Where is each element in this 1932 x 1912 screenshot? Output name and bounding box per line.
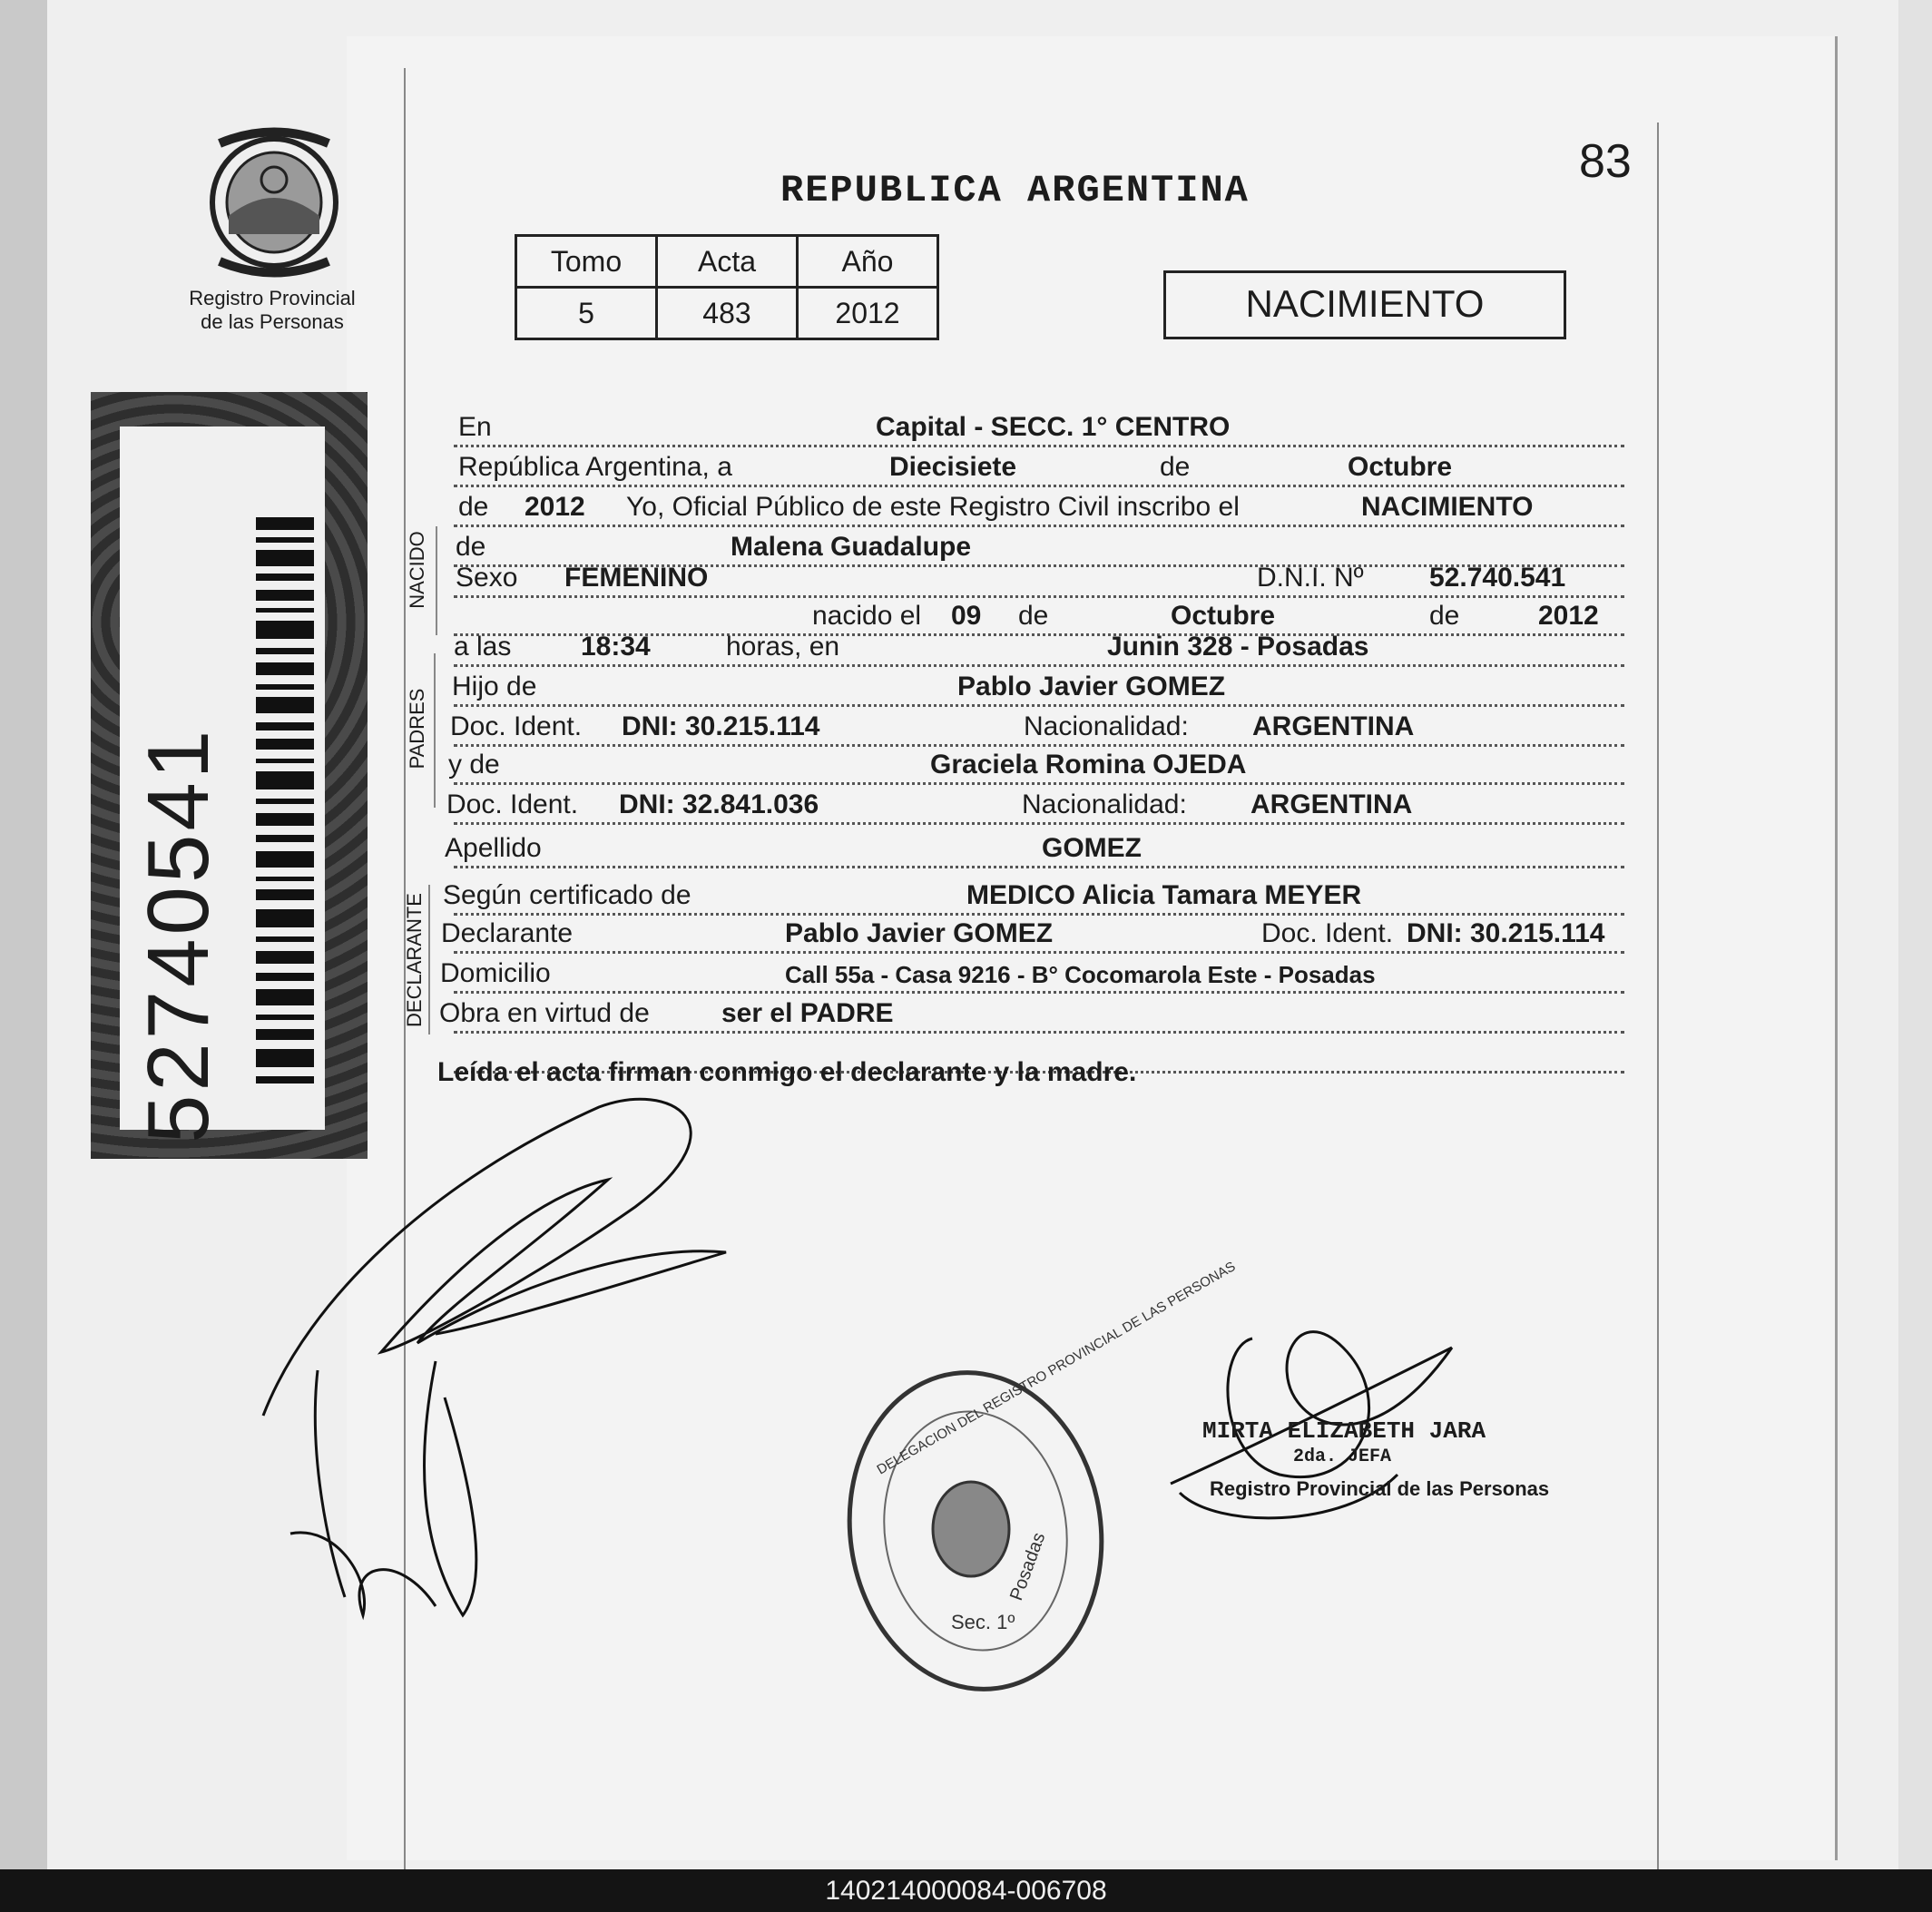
row-y-de [448, 748, 1624, 785]
en-label: En [458, 412, 492, 442]
signatory-role: 2da. JEFA [1293, 1446, 1392, 1467]
certificado-label: Según certificado de [443, 880, 691, 910]
lugar-value: Junin 328 - Posadas [1107, 632, 1369, 662]
republica-label: República Argentina, a [458, 452, 732, 482]
declarante-doc: DNI: 30.215.114 [1407, 918, 1605, 948]
document-title: REPUBLICA ARGENTINA [780, 169, 1250, 212]
madre-nac: ARGENTINA [1250, 789, 1413, 819]
de-nac-anio-label: de [1429, 601, 1460, 631]
y-de-label: y de [448, 750, 500, 780]
nac-anio: 2012 [1538, 601, 1599, 631]
scan-edge [0, 0, 47, 1869]
row-madre-doc [446, 788, 1624, 825]
apellido-value: GOMEZ [1042, 833, 1142, 863]
dni-value: 52.740.541 [1429, 563, 1566, 593]
anio-value: 2012 [525, 492, 585, 522]
logo-caption [177, 287, 368, 334]
padre-value: Pablo Javier GOMEZ [957, 672, 1226, 701]
nacido-bracket [436, 526, 437, 635]
declarante-label: Declarante [441, 918, 574, 948]
nacionalidad-madre-label: Nacionalidad: [1022, 789, 1187, 819]
row-en [454, 410, 1624, 447]
footer-code: 140214000084-006708 [0, 1869, 1932, 1912]
folio-number: 83 [1579, 135, 1632, 188]
declarant-signature [254, 1071, 744, 1633]
row-certificado [443, 878, 1624, 916]
row-obra [439, 996, 1624, 1034]
anio-value: 2012 [798, 288, 938, 339]
tomo-header: Tomo [516, 236, 657, 288]
declarante-value: Pablo Javier GOMEZ [785, 918, 1054, 948]
apellido-label: Apellido [445, 833, 542, 863]
row-sexo-dni [454, 561, 1624, 598]
tomo-value: 5 [516, 288, 657, 339]
nac-dia: 09 [951, 601, 982, 631]
sexo-label: Sexo [456, 563, 518, 593]
signatory-office: Registro Provincial de las Personas [1210, 1477, 1550, 1500]
mes-value: Octubre [1348, 452, 1453, 482]
right-rule [1657, 123, 1659, 1869]
row-apellido [445, 831, 1624, 868]
dni-label: D.N.I. Nº [1257, 563, 1364, 593]
doc-ident-label: Doc. Ident. [450, 711, 583, 741]
closing-statement: Leída el acta firman conmigo el declarante y la madre. [437, 1057, 1137, 1087]
barcode-label [120, 427, 325, 1143]
nacido-el-label: nacido el [812, 601, 922, 631]
declarante-bracket [428, 885, 430, 1034]
madre-value: Graciela Romina OJEDA [930, 750, 1247, 780]
de-nac-label: de [1018, 601, 1049, 631]
de-anio-label: de [458, 492, 489, 522]
certificado-value: MEDICO Alicia Tamara MEYER [966, 880, 1362, 910]
horas-en-label: horas, en [726, 632, 840, 662]
inscribe-value: NACIMIENTO [1361, 492, 1534, 522]
nacionalidad-label: Nacionalidad: [1024, 711, 1189, 741]
row-declarante [441, 917, 1624, 954]
stamp-sec: Sec. 1º [951, 1611, 1015, 1633]
de-label: de [1160, 452, 1191, 482]
hora-value: 18:34 [581, 632, 651, 662]
row-fecha [454, 450, 1624, 487]
signatory-signature [1162, 1293, 1461, 1538]
declarante-doc-label: Doc. Ident. [1261, 918, 1394, 948]
logo-caption-line2: de las Personas [201, 310, 344, 333]
en-value: Capital - SECC. 1° CENTRO [876, 412, 1231, 442]
dia-value: Diecisiete [889, 452, 1017, 482]
province-seal-logo [201, 125, 347, 279]
barcode-bars [256, 517, 314, 1098]
barcode-sticker [91, 392, 368, 1159]
row-inscribe [454, 490, 1624, 527]
padres-bracket [434, 653, 436, 808]
a-las-label: a las [454, 632, 512, 662]
row-domicilio [440, 956, 1624, 994]
domicilio-label: Domicilio [440, 958, 551, 988]
row-hijo-de [454, 670, 1624, 707]
row-hora-lugar [454, 630, 1624, 667]
acta-header: Acta [657, 236, 798, 288]
doc-ident-madre-label: Doc. Ident. [446, 789, 579, 819]
nac-mes: Octubre [1171, 601, 1276, 631]
padre-doc: DNI: 30.215.114 [622, 711, 820, 741]
obra-value: ser el PADRE [721, 998, 894, 1028]
acta-value: 483 [657, 288, 798, 339]
side-label-padres: PADRES [406, 688, 428, 770]
act-type-box: NACIMIENTO [1163, 270, 1566, 339]
registry-table [515, 234, 939, 340]
nombre-value: Malena Guadalupe [731, 532, 972, 562]
obra-label: Obra en virtud de [439, 998, 650, 1028]
signatory-name: MIRTA ELIZABETH JARA [1202, 1417, 1486, 1445]
stamp-ring-text: DELEGACION DEL REGISTRO PROVINCIAL DE LAS PERSONAS [874, 1259, 1239, 1478]
row-padre-doc [450, 710, 1624, 747]
official-stamp [844, 1259, 1239, 1697]
anio-header: Año [798, 236, 938, 288]
sexo-value: FEMENINO [564, 563, 709, 593]
side-label-declarante: DECLARANTE [403, 893, 426, 1027]
yo-text: Yo, Oficial Público de este Registro Civil inscribo el [626, 492, 1240, 522]
madre-doc: DNI: 32.841.036 [619, 789, 819, 819]
barcode-number: 52740541 [130, 726, 227, 1143]
domicilio-value: Call 55a - Casa 9216 - B° Cocomarola Este - Posadas [785, 961, 1376, 988]
logo-caption-line1: Registro Provincial [189, 287, 356, 309]
de-nombre-label: de [456, 532, 486, 562]
hijo-de-label: Hijo de [452, 672, 537, 701]
padre-nac: ARGENTINA [1252, 711, 1415, 741]
stamp-city: Posadas [1006, 1530, 1050, 1603]
side-label-nacido: NACIDO [406, 531, 428, 609]
